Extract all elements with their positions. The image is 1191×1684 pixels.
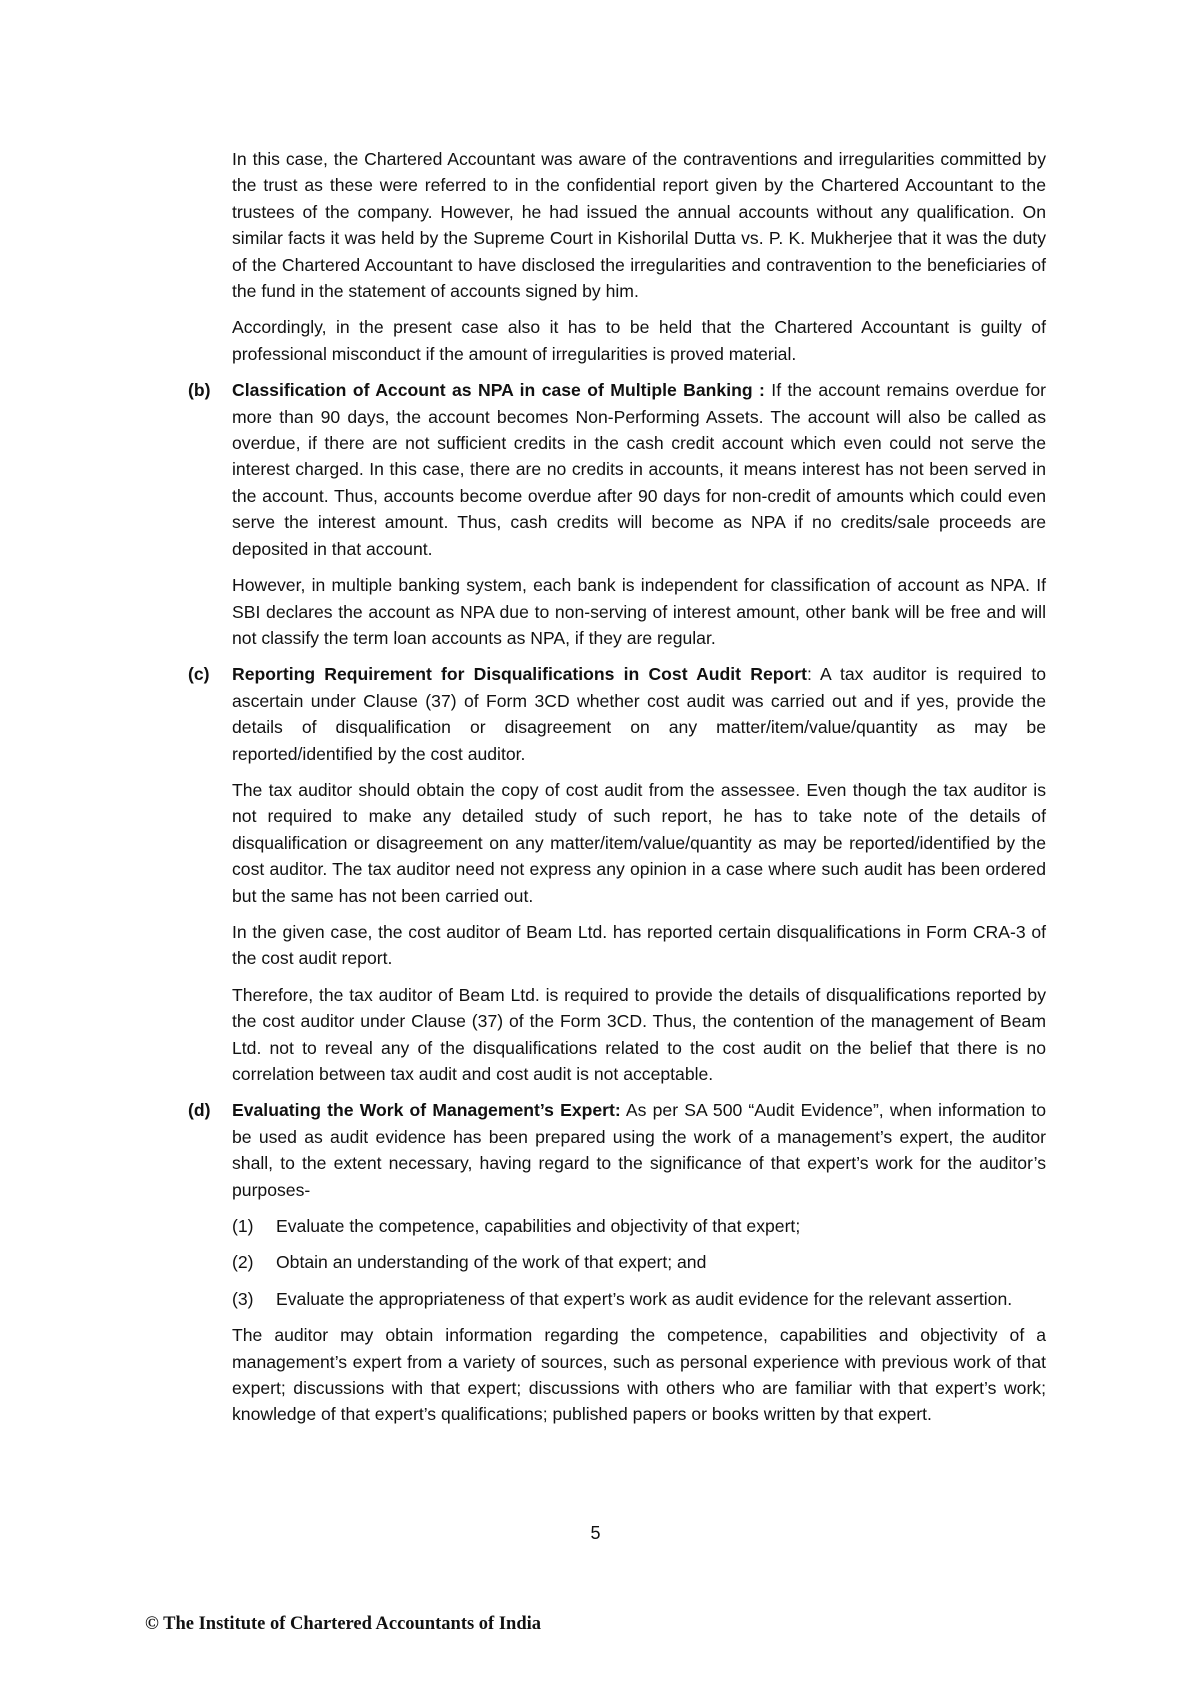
point-text: Evaluate the competence, capabilities and objectivity of that expert; — [276, 1216, 801, 1237]
section-c-paragraph-4: Therefore, the tax auditor of Beam Ltd. is required to provide the details of disqualifications reported by the cost auditor under Clause (37) of the Form 3CD. Thus, the contention of the management of Beam Ltd. not to reveal any of the disqualifications related to the cost audit on the belief that there is no correlation between tax audit and cost audit is not acceptable. — [232, 984, 1046, 1084]
footer-copyright: © The Institute of Chartered Accountants of India — [145, 1614, 542, 1634]
section-d-title: Evaluating the Work of Management’s Expert: — [232, 1100, 621, 1121]
section-c-text: : A tax auditor is required to ascertain under Clause (37) of Form 3CD whether cost audit was carried out and if yes, provide the details of disqualification or disagreement on any matter/item/value/quantity as may be reported/identified by the cost auditor. — [232, 664, 1046, 764]
section-b-title: Classification of Account as NPA in case of Multiple Banking : — [232, 380, 765, 401]
section-c — [188, 661, 1046, 767]
section-c-paragraph-3: In the given case, the cost auditor of Beam Ltd. has reported certain disqualifications in Form CRA-3 of the cost audit report. — [232, 921, 1046, 969]
page-number: 5 — [590, 1523, 601, 1543]
point-text: Obtain an understanding of the work of that expert; and — [276, 1252, 707, 1273]
section-d-point-1 — [188, 1213, 1046, 1239]
section-d-point-3 — [188, 1286, 1046, 1312]
document-body — [188, 146, 1046, 1438]
point-label: (1) — [232, 1216, 254, 1237]
section-c-label: (c) — [188, 664, 210, 685]
section-b — [188, 377, 1046, 562]
intro-paragraph-2: Accordingly, in the present case also it has to be held that the Chartered Accountant is guilty of professional misconduct if the amount of irregularities is proved material. — [232, 317, 1046, 364]
intro-paragraph-1: In this case, the Chartered Accountant was aware of the contraventions and irregularities committed by the trust as these were referred to in the confidential report given by the Chartered Accountant to the trustees of the company. However, he had issued the annual accounts without any qualification. On similar facts it was held by the Supreme Court in Kishorilal Dutta vs. P. K. Mukherjee that it was the duty of the Chartered Accountant to have disclosed the irregularities and contravention to the beneficiaries of the fund in the statement of accounts signed by him. — [232, 149, 1046, 302]
point-text: Evaluate the appropriateness of that expert’s work as audit evidence for the relevant assertion. — [276, 1288, 1013, 1309]
point-label: (3) — [232, 1288, 254, 1309]
point-label: (2) — [232, 1252, 254, 1273]
section-d-text: As per SA 500 “Audit Evidence”, when information to be used as audit evidence has been prepared using the work of a management’s expert, the auditor shall, to the extent necessary, having regard to the significance of that expert’s work for the auditor’s purposes- — [232, 1100, 1046, 1200]
section-b-paragraph-2: However, in multiple banking system, each bank is independent for classification of account as NPA. If SBI declares the account as NPA due to non-serving of interest amount, other bank will be free and will not classify the term loan accounts as NPA, if they are regular. — [232, 575, 1046, 648]
section-b-label: (b) — [188, 380, 211, 401]
section-d-paragraph-2: The auditor may obtain information regarding the competence, capabilities and objectivity of a management’s expert from a variety of sources, such as personal experience with previous work of that expert; discussions with that expert; discussions with others who are familiar with that expert’s work; knowledge of that expert’s qualifications; published papers or books written by that expert. — [232, 1325, 1046, 1425]
section-b-text: If the account remains overdue for more than 90 days, the account becomes Non-Performing Assets. The account will also be called as overdue, if there are not sufficient credits in the cash credit account which even could not serve the interest charged. In this case, there are no credits in accounts, it means interest has not been served in the account. Thus, accounts become overdue after 90 days for non-credit of amounts which could even serve the interest amount. Thus, cash credits will become as NPA if no credits/sale proceeds are deposited in that account. — [232, 380, 1046, 559]
section-d — [188, 1097, 1046, 1203]
section-d-point-2 — [188, 1249, 1046, 1275]
section-c-paragraph-2: The tax auditor should obtain the copy of cost audit from the assessee. Even though the tax auditor is not required to make any detailed study of such report, he has to take note of the details of disqualification or disagreement on any matter/item/value/quantity as may be reported/identified by the cost auditor. The tax auditor need not express any opinion in a case where such audit has been ordered but the same has not been carried out. — [232, 779, 1046, 906]
section-d-label: (d) — [188, 1100, 211, 1121]
section-c-title: Reporting Requirement for Disqualifications in Cost Audit Report — [232, 664, 807, 685]
